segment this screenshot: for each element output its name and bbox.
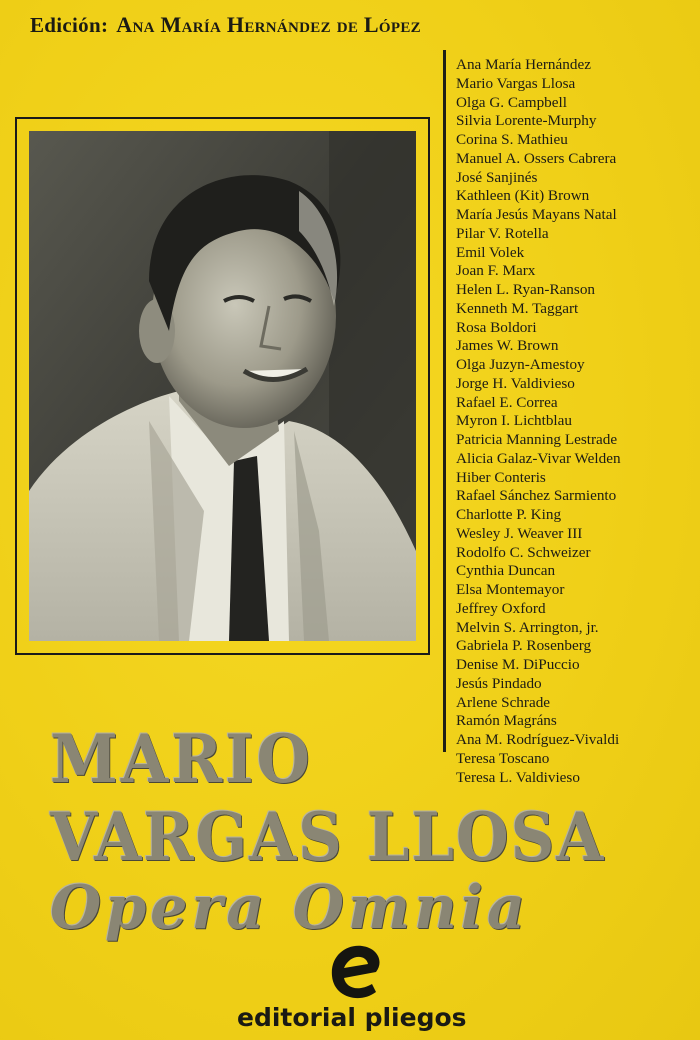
title-line-2: VARGAS LLOSA [50,798,606,876]
contributor-name: Manuel A. Ossers Cabrera [456,149,617,167]
contributor-name: Rafael E. Correa [456,393,558,411]
publisher-logo-icon [324,942,386,1000]
contributor-name: Wesley J. Weaver III [456,524,583,542]
contributor-name: Mario Vargas Llosa [456,74,576,92]
contributor-name: Charlotte P. King [456,506,562,523]
contributor-list [456,56,696,787]
contributor-name: Elsa Montemayor [456,581,565,598]
contributor-name: Helen L. Ryan-Ranson [456,281,596,298]
contributor-name: Teresa L. Valdivieso [456,768,580,786]
contributor-name: Jesús Pindado [456,674,542,692]
contributor-name: Olga Juzyn-Amestoy [456,356,585,373]
contributor-name: Jeffrey Oxford [456,599,546,617]
contributor-name: Cynthia Duncan [456,562,556,580]
contributor-name: Patricia Manning Lestrade [456,431,618,448]
contributor-name: Gabriela P. Rosenberg [456,637,592,655]
contributor-name: Hiber Conteris [456,468,546,486]
contributor-name: James W. Brown [456,337,559,355]
contributor-name: Teresa Toscano [456,749,550,767]
contributor-name: Rafael Sánchez Sarmiento [456,487,617,505]
publisher-name: editorial pliegos [237,1003,467,1032]
contributor-name: Pilar V. Rotella [456,224,549,242]
contributor-name: Denise M. DiPuccio [456,656,580,673]
contributor-name: Silvia Lorente-Murphy [456,112,597,130]
portrait-photo [29,131,416,641]
editor-credit [30,12,421,38]
contributor-name: Joan F. Marx [456,262,536,280]
contributor-name: Alicia Galaz-Vivar Welden [456,449,621,467]
contributor-name: Corina S. Mathieu [456,131,568,148]
title-line-3: Opera Omnia [50,873,530,943]
contributor-name: Ana María Hernández [456,56,591,73]
title-line-1: MARIO [50,720,313,798]
contributor-name: Melvin S. Arrington, jr. [456,618,599,636]
contributor-name: María Jesús Mayans Natal [456,206,617,223]
contributor-name: Rosa Boldori [456,318,537,336]
editor-label: Edición: [30,13,109,37]
contributor-name: Arlene Schrade [456,693,551,711]
contributor-name: Kathleen (Kit) Brown [456,187,590,205]
contributor-name: Ramón Magráns [456,712,557,730]
portrait-illustration [29,131,416,641]
contributor-name: Jorge H. Valdivieso [456,374,575,392]
contributor-name: Rodolfo C. Schweizer [456,543,591,561]
contributor-name: Olga G. Campbell [456,93,567,111]
contributor-name: Emil Volek [456,243,525,261]
contributor-name: Kenneth M. Taggart [456,299,579,317]
contributor-name: José Sanjinés [456,168,538,186]
portrait-frame [15,117,430,655]
divider-line [443,50,446,752]
contributor-name: Myron I. Lichtblau [456,412,572,430]
contributor-name: Ana M. Rodríguez-Vivaldi [456,731,620,748]
editor-name: Ana María Hernández de López [116,12,421,37]
